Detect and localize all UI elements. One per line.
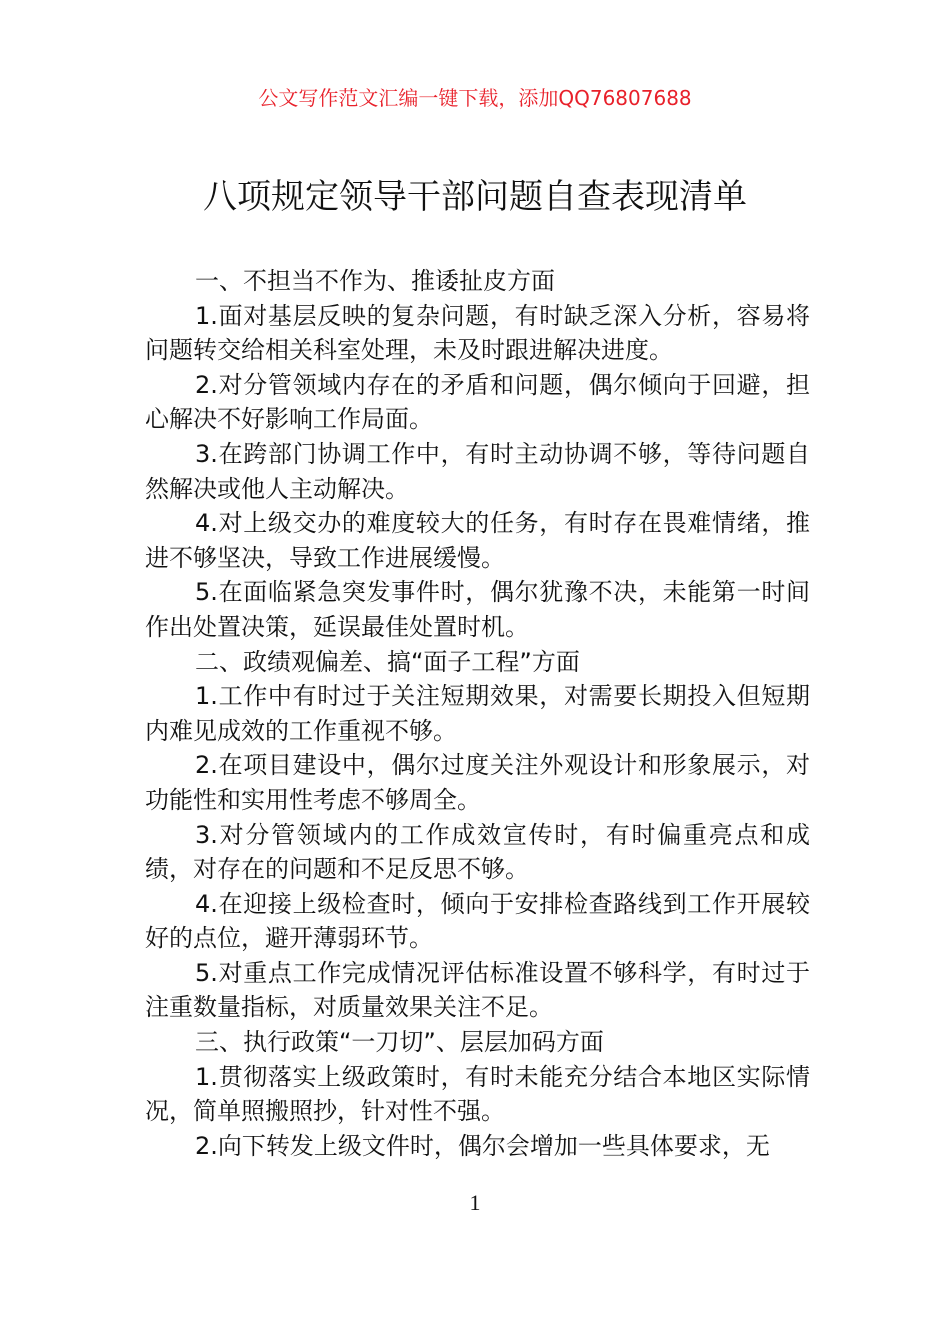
list-item: 5.在面临紧急突发事件时，偶尔犹豫不决，未能第一时间作出处置决策，延误最佳处置时机。: [145, 578, 810, 641]
document-body: [145, 264, 810, 1163]
list-item: 4.在迎接上级检查时，倾向于安排检查路线到工作开展较好的点位，避开薄弱环节。: [145, 889, 810, 953]
section-heading-2: 二、政绩观偏差、搞“面子工程”方面: [195, 647, 580, 676]
document-title: 八项规定领导干部问题自查表现清单: [203, 177, 747, 217]
section-heading-3: 三、执行政策“一刀切”、层层加码方面: [195, 1028, 604, 1057]
list-item: 5.对重点工作完成情况评估标准设置不够科学，有时过于注重数量指标，对质量效果关注不足。: [145, 958, 810, 1022]
list-item: 3.对分管领域内的工作成效宣传时，有时偏重亮点和成绩，对存在的问题和不足反思不够。: [145, 820, 810, 884]
list-item: 1.贯彻落实上级政策时，有时未能充分结合本地区实际情况，简单照搬照抄，针对性不强。: [145, 1062, 810, 1126]
list-item: 2.向下转发上级文件时，偶尔会增加一些具体要求，无: [195, 1131, 770, 1160]
list-item: 2.对分管领域内存在的矛盾和问题，偶尔倾向于回避，担心解决不好影响工作局面。: [145, 370, 810, 434]
section-heading-1: 一、不担当不作为、推诿扯皮方面: [195, 267, 555, 295]
list-item: 2.在项目建设中，偶尔过度关注外观设计和形象展示，对功能性和实用性考虑不够周全。: [145, 751, 810, 814]
list-item: 1.工作中有时过于关注短期效果，对需要长期投入但短期内难见成效的工作重视不够。: [145, 682, 810, 745]
list-item: 4.对上级交办的难度较大的任务，有时存在畏难情绪，推进不够坚决，导致工作进展缓慢。: [145, 509, 810, 572]
page-number: 1: [469, 1190, 481, 1215]
list-item: 1.面对基层反映的复杂问题，有时缺乏深入分析，容易将问题转交给相关科室处理，未及时跟进解决进度。: [145, 301, 810, 365]
list-item: 3.在跨部门协调工作中，有时主动协调不够，等待问题自然解决或他人主动解决。: [145, 439, 810, 503]
download-banner: 公文写作范文汇编一键下载，添加QQ76807688: [258, 86, 692, 110]
